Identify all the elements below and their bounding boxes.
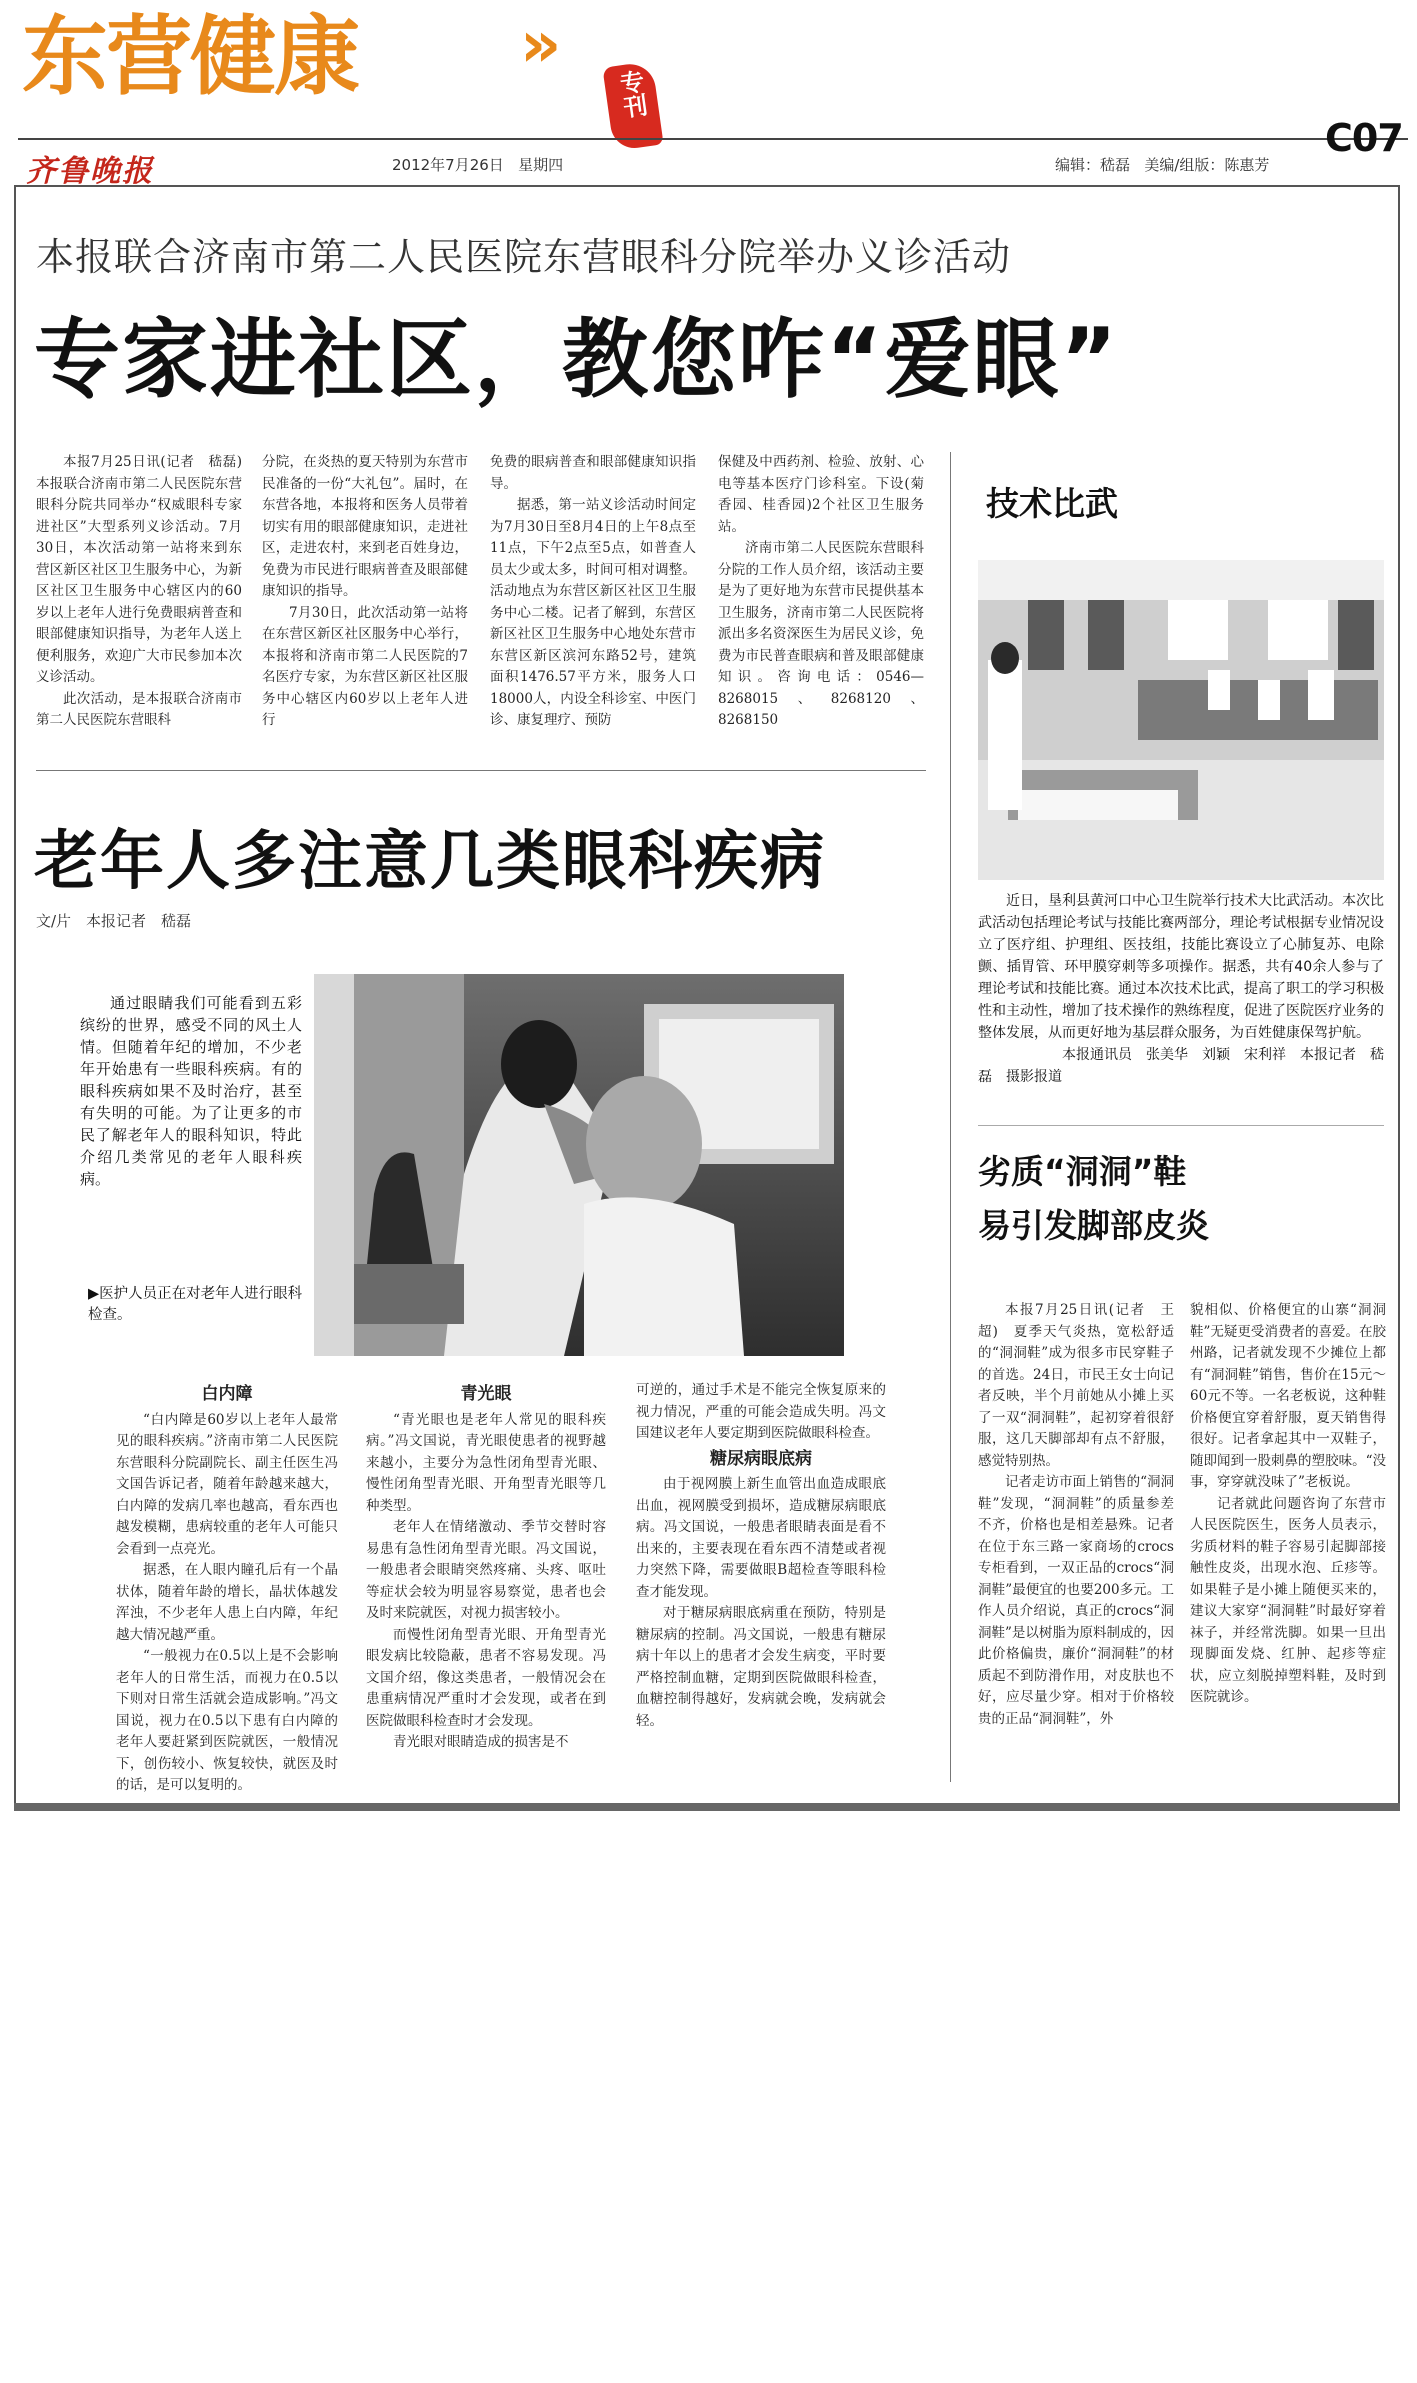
editor-credits bbox=[1055, 154, 1269, 175]
eye-paragraph: “青光眼也是老年人常见的眼科疾病。”冯文国说，青光眼使患者的视野越来越小，主要分为急性闭角型青光眼、慢性闭角型青光眼、开角型青光眼等几种类型。 bbox=[366, 1411, 606, 1514]
eye-paragraph: 据悉，在人眼内瞳孔后有一个晶状体，随着年龄的增长，晶状体越发浑浊，不少老年人患上白内障，年纪越大情况越严重。 bbox=[116, 1562, 338, 1643]
eye-column-3 bbox=[636, 1380, 886, 1732]
date-text: 2012年7月26日 bbox=[392, 156, 504, 174]
lead-divider bbox=[36, 770, 926, 771]
lead-paragraph: 本报7月25日讯(记者 嵇磊) 本报联合济南市第二人民医院东营眼科分院共同举办“权威眼科专家进社区”大型系列义诊活动。7月30日，本次活动第一站将来到东营区新区社区卫生服务中心，为新区社区卫生服务中心辖区内的60岁以上老年人进行免费眼病普查和眼部健康知识指导，为老年人送上便利服务，欢迎广大市民参加本次义诊活动。 bbox=[36, 454, 256, 685]
special-stamp-text: 专刊 bbox=[614, 68, 649, 120]
eye-paragraph: 而慢性闭角型青光眼、开角型青光眼发病比较隐蔽，患者不容易发现。冯文国介绍，像这类患者，一般情况会在患重病情况严重时才会发现，或者在到医院做眼科检查时才会发现。 bbox=[366, 1626, 606, 1729]
designer-text: 美编/组版：陈惠芳 bbox=[1144, 156, 1270, 174]
shoe-paragraph: 记者走访市面上销售的“洞洞鞋”发现，“洞洞鞋”的质量参差不齐，价格也是相差悬殊。记者在位于东三路一家商场的crocs专柜看到，一双正品的crocs“洞洞鞋”最便宜的也要200多元。工作人员介绍说，真正的crocs“洞洞鞋”是以树脂为原料制成的，因此价格偏贵，廉价“洞洞鞋”的材质起不到防滑作用，对皮肤也不好，应尽量少穿。相对于价格较贵的正品“洞洞鞋”，外 bbox=[978, 1474, 1174, 1727]
chevron-icon: » bbox=[520, 8, 562, 82]
skill-body bbox=[978, 890, 1384, 1088]
eye-byline: 文/片 本报记者 嵇磊 bbox=[36, 912, 192, 930]
lead-kicker: 本报联合济南市第二人民医院东营眼科分院举办义诊活动 bbox=[36, 235, 1012, 279]
lead-column-2 bbox=[262, 452, 468, 732]
lead-column-1 bbox=[36, 452, 256, 732]
lead-paragraph: 免费的眼病普查和眼部健康知识指导。 bbox=[490, 454, 696, 492]
skill-headline: 技术比武 bbox=[986, 484, 1118, 523]
lead-paragraph: 分院，在炎热的夏天特别为东营市民准备的一份“大礼包”。届时，在东营各地，本报将和医务人员带着切实有用的眼部健康知识，走进社区，走进农村，来到老百姓身边，免费为市民进行眼病普查及眼部健康知识的指导。 bbox=[262, 454, 468, 599]
editor-text: 编辑：嵇磊 bbox=[1055, 156, 1131, 174]
eye-exam-photo bbox=[314, 974, 844, 1356]
eye-column-1 bbox=[116, 1380, 338, 1797]
shoe-paragraph: 记者就此问题咨询了东营市人民医院医生，医务人员表示，劣质材料的鞋子容易引起脚部接触性皮炎，出现水泡、丘疹等。如果鞋子是小摊上随便买来的，建议大家穿“洞洞鞋”时最好穿着袜子，并经常洗脚。如果一旦出现脚面发烧、红肿、起疹等症状，应立刻脱掉塑料鞋，及时到医院就诊。 bbox=[1190, 1495, 1386, 1705]
page-number: C07 bbox=[1325, 116, 1403, 160]
eye-paragraph: 对于糖尿病眼底病重在预防，特别是糖尿病的控制。冯文国说，一般患有糖尿病十年以上的患者才会发生病变，平时要严格控制血糖，定期到医院做眼科检查，血糖控制得越好，发病就会晚，发病就会轻。 bbox=[636, 1605, 886, 1729]
vertical-divider bbox=[950, 452, 951, 1782]
shoe-paragraph: 貌相似、价格便宜的山寨“洞洞鞋”无疑更受消费者的喜爱。在胶州路，记者就发现不少摊位上都有“洞洞鞋”销售，售价在15元～60元不等。一名老板说，这种鞋价格便宜穿着舒服，夏天销售得很好。记者拿起其中一双鞋子，随即闻到一股刺鼻的塑胶味。“没事，穿穿就没味了”老板说。 bbox=[1190, 1302, 1386, 1490]
eye-intro-text: 通过眼睛我们可能看到五彩缤纷的世界，感受不同的风土人情。但随着年纪的增加，不少老年开始患有一些眼科疾病。有的眼科疾病如果不及时治疗，甚至有失明的可能。为了让更多的市民了解老年人的眼科知识，特此介绍几类常见的老年人眼科疾病。 bbox=[80, 994, 302, 1188]
lead-headline: 专家进社区，教您咋“爱眼” bbox=[34, 310, 1120, 410]
newspaper-logo: 齐鲁晚报 bbox=[26, 154, 154, 189]
eye-photo-caption: ▶医护人员正在对老年人进行眼科检查。 bbox=[88, 1286, 303, 1323]
issue-date bbox=[392, 154, 563, 175]
skill-competition-illustration bbox=[978, 560, 1384, 880]
skill-paragraph: 近日，垦利县黄河口中心卫生院举行技术大比武活动。本次比武活动包括理论考试与技能比赛两部分，理论考试根据专业情况设立了医疗组、护理组、医技组，技能比赛设立了心肺复苏、电除颤、插胃管、环甲膜穿刺等多项操作。据悉，共有40余人参与了理论考试和技能比赛。通过本次技术比武，提高了职工的学习积极性和主动性，增加了技术操作的熟练程度，促进了医院医疗业务的整体发展，从而更好地为基层群众服务，为百姓健康保驾护航。 bbox=[978, 893, 1384, 1041]
shoe-column-2 bbox=[1190, 1300, 1386, 1709]
shoe-headline-1: 劣质“洞洞”鞋 bbox=[978, 1152, 1187, 1191]
diabetic-retinopathy-title: 糖尿病眼底病 bbox=[710, 1448, 812, 1469]
shoe-paragraph: 本报7月25日讯(记者 王超) 夏季天气炎热，宽松舒适的“洞洞鞋”成为很多市民穿鞋子的首选。24日，市民王女士向记者反映，半个月前她从小摊上买了一双“洞洞鞋”，起初穿着很舒服，这几天脚部却有点不舒服，感觉特别热。 bbox=[978, 1302, 1174, 1469]
glaucoma-title: 青光眼 bbox=[460, 1384, 512, 1404]
section-title: 东营健康 bbox=[22, 7, 358, 107]
weekday-text: 星期四 bbox=[518, 156, 564, 174]
lead-column-3 bbox=[490, 452, 696, 732]
eye-paragraph: 由于视网膜上新生血管出血造成眼底出血，视网膜受到损坏，造成糖尿病眼底病。冯文国说，一般患者眼睛表面是看不出来的，主要表现在看东西不清楚或者视力突然下降，需要做眼B超检查等眼科检查才能发现。 bbox=[636, 1476, 886, 1600]
lead-paragraph: 保健及中西药剂、检验、放射、心电等基本医疗门诊科室。下设(菊香园、桂香园)2个社区卫生服务站。 bbox=[718, 454, 924, 535]
lead-paragraph: 7月30日，此次活动第一站将在东营区新区社区服务中心举行，本报将和济南市第二人民医院的7名医疗专家，为东营区新区社区服务中心辖区内60岁以上老年人进行 bbox=[262, 604, 468, 728]
skill-credit: 本报通讯员 张美华 刘颖 宋利祥 本报记者 嵇磊 摄影报道 bbox=[978, 1047, 1384, 1085]
bottom-rule bbox=[14, 1803, 1400, 1811]
lead-paragraph: 济南市第二人民医院东营眼科分院的工作人员介绍，该活动主要是为了更好地为东营市民提供基本卫生服务，济南市第二人民医院将派出多名资深医生为居民义诊，免费为市民普查眼病和普及眼部健康知识。咨询电话：0546—8268015、8268120、8268150 bbox=[718, 540, 924, 728]
eye-paragraph: 可逆的，通过手术是不能完全恢复原来的视力情况，严重的可能会造成失明。冯文国建议老年人要定期到医院做眼科检查。 bbox=[636, 1382, 886, 1441]
eye-exam-illustration bbox=[314, 974, 844, 1356]
shoe-headline-2: 易引发脚部皮炎 bbox=[978, 1206, 1209, 1245]
eye-paragraph: “一般视力在0.5以上是不会影响老年人的日常生活，而视力在0.5以下则对日常生活就会造成影响。”冯文国说，视力在0.5以下患有白内障的老年人要赶紧到医院就医，一般情况下，创伤较小、恢复较快，就医及时的话，是可以复明的。 bbox=[116, 1648, 338, 1793]
eye-headline: 老年人多注意几类眼科疾病 bbox=[34, 825, 826, 899]
eye-column-2 bbox=[366, 1380, 606, 1754]
lead-paragraph: 此次活动，是本报联合济南市第二人民医院东营眼科 bbox=[36, 690, 242, 728]
lead-column-4 bbox=[718, 452, 924, 732]
eye-intro bbox=[80, 992, 302, 1190]
eye-paragraph: 青光眼对眼睛造成的损害是不 bbox=[393, 1734, 569, 1750]
masthead-rule bbox=[18, 138, 1408, 140]
eye-paragraph: “白内障是60岁以上老年人最常见的眼科疾病。”济南市第二人民医院东营眼科分院副院长、副主任医生冯文国告诉记者，随着年龄越来越大，白内障的发病几率也越高，看东西也越发模糊，患病较重的老年人可能只会看到一点亮光。 bbox=[116, 1411, 338, 1557]
eye-paragraph: 老年人在情绪激动、季节交替时容易患有急性闭角型青光眼。冯文国说，一般患者会眼睛突然疼痛、头疼、呕吐等症状会较为明显容易察觉，患者也会及时来院就医，对视力损害较小。 bbox=[366, 1519, 606, 1621]
right-divider bbox=[978, 1125, 1384, 1126]
lead-paragraph: 据悉，第一站义诊活动时间定为7月30日至8月4日的上午8点至11点，下午2点至5点，如普查人员太少或太多，时间可相对调整。活动地点为东营区新区社区卫生服务中心二楼。记者了解到，东营区新区社区卫生服务中心地处东营市东营区新区滨河东路52号，建筑面积1476.57平方米，服务人口18000人，内设全科诊室、中医门诊、康复理疗、预防 bbox=[490, 497, 696, 728]
cataract-title: 白内障 bbox=[201, 1384, 253, 1404]
skill-competition-photo bbox=[978, 560, 1384, 880]
shoe-column-1 bbox=[978, 1300, 1174, 1730]
